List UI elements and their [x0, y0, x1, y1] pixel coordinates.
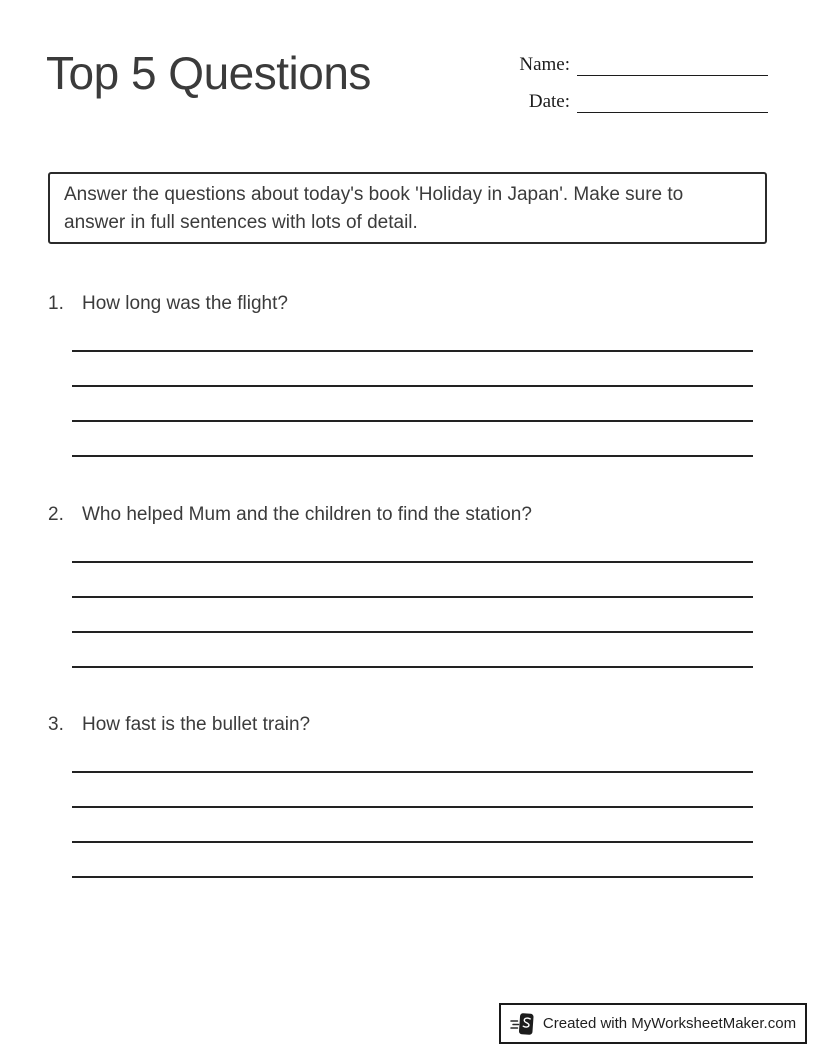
- answer-line: [72, 561, 753, 563]
- answer-line: [72, 806, 753, 808]
- instructions-text: Answer the questions about today's book 'Holiday in Japan'. Make sure to answer in full sentences with lots of detail.: [64, 184, 684, 233]
- name-label: Name:: [519, 54, 570, 75]
- question-2: [48, 504, 767, 676]
- worksheetmaker-logo-icon: [510, 1011, 535, 1037]
- instructions-box: [48, 172, 767, 244]
- answer-line: [72, 455, 753, 457]
- answer-line: [72, 596, 753, 598]
- date-label: Date:: [528, 91, 570, 112]
- answer-line: [72, 841, 753, 843]
- footer-credit-text: Created with MyWorksheetMaker.com: [542, 1015, 797, 1032]
- answer-line: [72, 385, 753, 387]
- answer-line: [72, 631, 753, 633]
- question-number: 1.: [48, 293, 64, 314]
- question-number: 2.: [48, 504, 64, 525]
- answer-line: [72, 771, 753, 773]
- question-text: How fast is the bullet train?: [82, 714, 311, 735]
- question-3: [48, 714, 767, 886]
- answer-line: [72, 350, 753, 352]
- answer-line: [72, 420, 753, 422]
- footer-credit-badge: [499, 1003, 807, 1044]
- question-2-row: [48, 504, 767, 526]
- question-text: How long was the flight?: [82, 293, 288, 314]
- answer-line: [72, 666, 753, 668]
- name-field-row: [500, 52, 768, 76]
- date-blank-line: [577, 88, 768, 113]
- question-1: [48, 293, 767, 465]
- question-number: 3.: [48, 714, 64, 735]
- name-blank-line: [577, 51, 768, 76]
- answer-line: [72, 876, 753, 878]
- date-field-row: [500, 89, 768, 113]
- question-text: Who helped Mum and the children to find the station?: [82, 504, 532, 525]
- question-1-row: [48, 293, 767, 315]
- page-title: Top 5 Questions: [46, 47, 371, 99]
- question-3-row: [48, 714, 767, 736]
